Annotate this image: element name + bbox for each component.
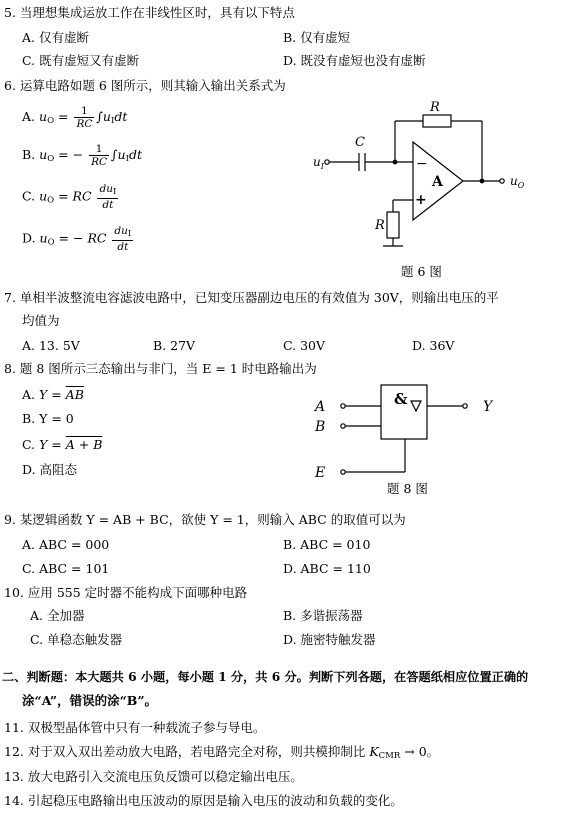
q6-option-c: C. $u_O$ = RC $\frac{du_I}{dt}$ xyxy=(22,183,117,211)
fig8-label-y: Y xyxy=(483,399,493,415)
q8-option-a: A. $Y = \overline{AB}$ xyxy=(22,387,84,402)
section2-heading-line1: 二、判断题：本大题共 6 小题，每小题 1 分，共 6 分。判断下列各题，在答题纸相应位置正确的 xyxy=(2,670,529,684)
q10-stem: 10. 应用 555 定时器不能构成下面哪种电路 xyxy=(4,585,248,600)
q6-stem: 6. 运算电路如题 6 图所示，则其输入输出关系式为 xyxy=(4,78,286,93)
fig8-and-symbol: & xyxy=(394,390,408,408)
q10-option-d: D. 施密特触发器 xyxy=(283,632,376,647)
q10-option-b: B. 多谐振荡器 xyxy=(283,608,363,623)
fig6-label-c: C xyxy=(355,135,365,150)
q11-statement: 11. 双极型晶体管中只有一种载流子参与导电。 xyxy=(4,720,266,735)
q10-option-c: C. 单稳态触发器 xyxy=(30,632,123,647)
q9-stem: 9. 某逻辑函数 Y = AB + BC，欲使 Y = 1，则输入 ABC 的取值可以为 xyxy=(4,512,406,527)
q8-stem: 8. 题 8 图所示三态输出与非门，当 E = 1 时电路输出为 xyxy=(4,361,317,376)
q7-option-d: D. 36V xyxy=(412,338,455,353)
fig6-label-ui: $u_I$ xyxy=(313,155,324,171)
q6-option-b: B. $u_O$ = − $\frac{1}{RC}$ $\int u_Idt$ xyxy=(22,143,142,168)
figure-8-tristate-nand xyxy=(305,380,505,500)
q8-option-d: D. 高阻态 xyxy=(22,462,78,477)
q5-option-a: A. 仅有虚断 xyxy=(22,30,89,45)
q5-option-d: D. 既没有虚短也没有虚断 xyxy=(283,53,426,68)
q9-option-b: B. ABC = 010 xyxy=(283,537,371,552)
q7-option-a: A. 13. 5V xyxy=(22,338,80,353)
q5-option-b: B. 仅有虚短 xyxy=(283,30,351,45)
q7-option-c: C. 30V xyxy=(283,338,325,353)
q9-option-d: D. ABC = 110 xyxy=(283,561,371,576)
q13-statement: 13. 放大电路引入交流电压负反馈可以稳定输出电压。 xyxy=(4,769,303,784)
fig6-label-r-ground: R xyxy=(375,218,385,233)
fig6-label-uo: $u_O$ xyxy=(510,174,525,190)
q6-option-a: A. $u_O$ = $\frac{1}{RC}$ $\int u_Idt$ xyxy=(22,105,128,130)
q9-option-a: A. ABC = 000 xyxy=(22,537,110,552)
q9-option-c: C. ABC = 101 xyxy=(22,561,110,576)
figure-6-opamp-circuit xyxy=(305,96,545,284)
fig6-caption: 题 6 图 xyxy=(401,264,442,279)
q8-option-c: C. Y = A + B xyxy=(22,437,103,452)
fig8-label-b: B xyxy=(315,419,326,435)
q8-option-b: B. Y = 0 xyxy=(22,411,74,426)
fig8-label-e: E xyxy=(315,465,326,481)
q10-option-a: A. 全加器 xyxy=(30,608,85,623)
q5-stem: 5. 当理想集成运放工作在非线性区时，具有以下特点 xyxy=(4,5,295,20)
q14-statement: 14. 引起稳压电路输出电压波动的原因是输入电压的波动和负载的变化。 xyxy=(4,793,403,808)
q5-option-c: C. 既有虚短又有虚断 xyxy=(22,53,140,68)
fig6-minus-sign: − xyxy=(416,156,428,172)
q12-statement: 12. 对于双入双出差动放大电路，若电路完全对称，则共模抑制比 $K_{CMR} \to 0$。 xyxy=(4,744,440,761)
fig8-caption: 题 8 图 xyxy=(387,481,428,496)
fig6-plus-sign: + xyxy=(415,192,427,208)
fig6-label-a: A xyxy=(432,174,443,190)
fig6-label-r-feedback: R xyxy=(430,100,440,115)
q7-stem-line2: 均值为 xyxy=(22,313,60,328)
section2-heading-line2: 涂“A”，错误的涂“B”。 xyxy=(22,693,158,708)
fig8-label-a: A xyxy=(315,399,326,415)
q7-option-b: B. 27V xyxy=(153,338,196,353)
q7-stem-line1: 7. 单相半波整流电容滤波电路中，已知变压器副边电压的有效值为 30V，则输出电压的平 xyxy=(4,290,499,305)
q6-option-d: D. $u_O$ = − RC $\frac{du_I}{dt}$ xyxy=(22,225,132,253)
